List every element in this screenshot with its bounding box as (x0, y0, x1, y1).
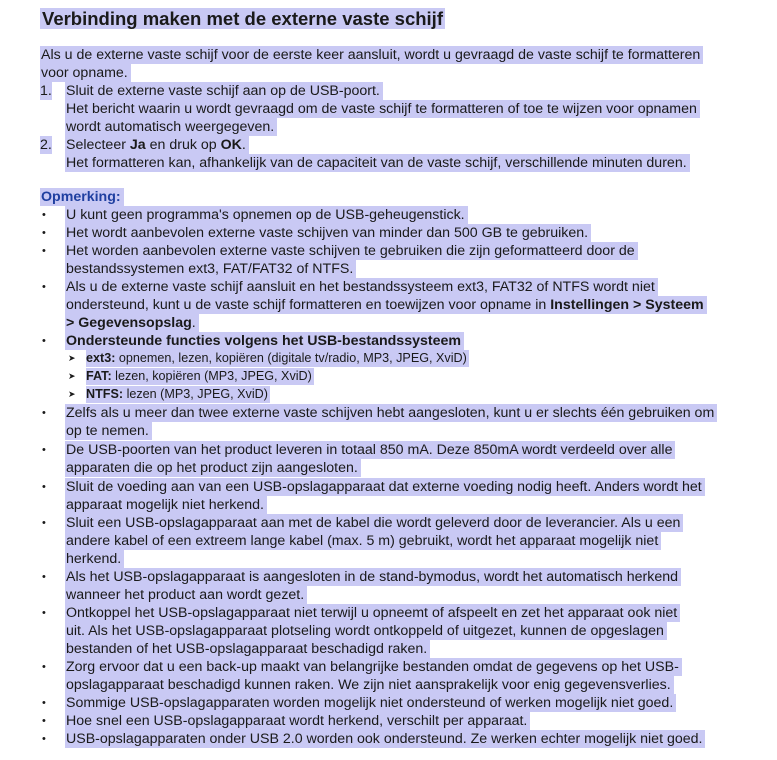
arrow-icon: ➤ (68, 371, 76, 381)
bullet-marker: • (42, 227, 46, 239)
step-title: Sluit de externe vaste schijf aan op de USB-poort. (65, 82, 383, 100)
section-heading: Verbinding maken met de externe vaste schijf (42, 8, 443, 29)
bullet-marker: • (42, 715, 46, 727)
bullet-marker: • (42, 444, 46, 456)
document-page: Verbinding maken met de externe vaste schijf Als u de externe vaste schijf voor de eerste keer aansluit, wordt u gevraagd de vaste schijf te formatteren voor opname. 1. Sluit de externe vaste schijf aan op de USB-poort. Het bericht waarin u wordt gevraagd om de vaste schijf te formatteren of toe te wijzen voor opnamen wordt automatisch weergegeven. 2. Selecteer Ja en druk op OK. Het formatteren kan, afhankelijk van de capaciteit van de vaste schijf, verschillende minuten duren. Opmerking: • U kunt geen programma's opnemen op de USB-geheugenstick. • Het wordt aanbevolen externe vaste schijven van minder dan 500 GB te gebruiken. • Het worden aanbevolen externe vaste schijven te gebruiken die zijn geformatteerd door de bestandssystemen ext3, FAT/FAT32 of NTFS. • Als u de externe vaste schijf aansluit en het bestandssysteem ext3, FAT32 of NTFS wordt niet ondersteund, kunt u de vaste schijf formatteren en toewijzen voor opname in Instellingen > Systeem > Gegevensopslag. • Ondersteunde functies volgens het USB-bestandssysteem ➤ ext3: opnemen, lezen, kopiëren (digitale tv/radio, MP3, JPEG, XviD) ➤ FAT: lezen, kopiëren (MP3, JPEG, XviD) ➤ NTFS: lezen (MP3, JPEG, XviD) • Zelfs als u meer dan twee externe vaste schijven hebt aangesloten, kunt u er slechts één gebruiken om op te nemen. • De USB-poorten van het product leveren in totaal 850 mA. Deze 850mA wordt verdeeld over alle apparaten die op het product zijn aangesloten. • Sluit de voeding aan van een USB-opslagapparaat dat externe voeding nodig heeft. Anders wordt het apparaat mogelijk niet herkend. • Sluit een USB-opslagapparaat aan met de kabel die wordt geleverd door de leverancier. Als u een andere kabel of een extreem lange kabel (max. 5 m) gebruikt, wordt het apparaat mogelijk niet herkend. • Als het USB-opslagapparaat is aangesloten in de stand-bymodus, wordt het automatisch herkend wanneer het product aan wordt gezet. • Ontkoppel het USB-opslagapparaat niet terwijl u opneemt of afspeelt en zet het apparaat ook niet uit. Als het USB-opslagapparaat plotseling wordt ontkoppeld of uitgezet, kunnen de opgeslagen bestanden of het USB-opslagapparaat beschadigd raken. • Zorg ervoor dat u een back-up maakt van belangrijke bestanden omdat de gegevens op het USB- opslagapparaat beschadigd kunnen raken. We zijn niet aansprakelijk voor enig gegevensverlies. • Sommige USB-opslagapparaten worden mogelijk niet ondersteund of werken mogelijk niet goed. • Hoe snel een USB-opslagapparaat wordt herkend, verschilt per apparaat. • USB-opslagapparaten onder USB 2.0 worden ook ondersteund. Ze werken echter mogelijk niet goed. (0, 0, 777, 760)
bullet-marker: • (42, 517, 46, 529)
bullet-marker: • (42, 281, 46, 293)
step-number: 2. (40, 137, 52, 153)
bullet-marker: • (42, 209, 46, 221)
bullet-marker: • (42, 571, 46, 583)
step-number: 1. (40, 83, 52, 99)
bullet-marker: • (42, 407, 46, 419)
bullet-marker: • (42, 733, 46, 745)
arrow-icon: ➤ (68, 353, 76, 363)
bullet-marker: • (42, 481, 46, 493)
step-title: Selecteer Ja en druk op OK. (65, 136, 249, 154)
bullet-marker: • (42, 245, 46, 257)
bullet-marker: • (42, 661, 46, 673)
bullet-marker: • (42, 607, 46, 619)
arrow-icon: ➤ (68, 389, 76, 399)
bullet-marker: • (42, 697, 46, 709)
bullet-marker: • (42, 335, 46, 347)
